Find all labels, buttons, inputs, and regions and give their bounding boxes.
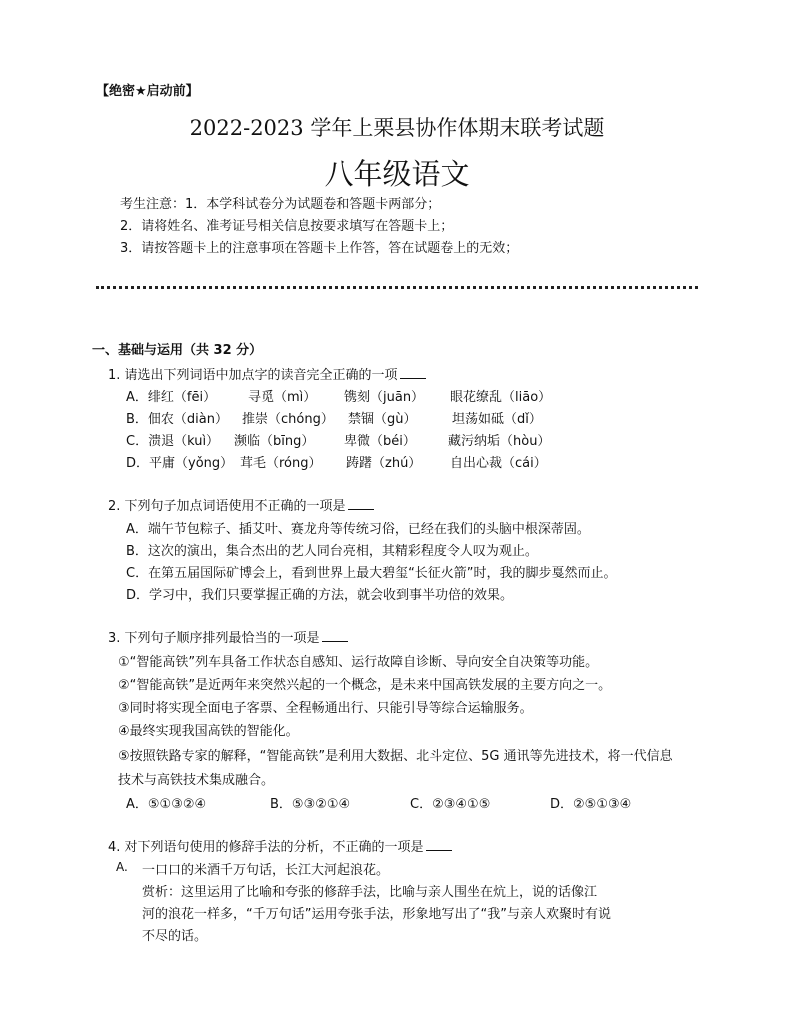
q1-d-word-4: 自出心裁（cái） (450, 456, 547, 471)
q1-c-word-3: 卑微（béi） (344, 434, 416, 449)
q1-option-b (126, 408, 542, 427)
q2-stem (108, 495, 374, 514)
q3-option-b: B．⑤③②①④ (270, 797, 351, 812)
q1-d-word-3: 踌躇（zhú） (346, 456, 422, 471)
q1-d-word-1: D．平庸（yǒng） (126, 456, 234, 471)
q3-sentence-2: ②“智能高铁”是近两年来突然兴起的一个概念，是未来中国高铁发展的主要方向之一。 (118, 678, 612, 693)
q3-stem (108, 627, 348, 646)
q4-option-a-label: A. (116, 860, 128, 874)
answer-blank (426, 838, 452, 851)
q1-b-word-2: 推崇（chóng） (242, 412, 334, 427)
q4-option-a-text: 一口口的米酒千万句话，长江大河起浪花。 (142, 863, 390, 878)
q1-option-a (126, 386, 551, 405)
q3-stem-text: 3. 下列句子顺序排列最恰当的一项是 (108, 631, 320, 646)
q3-sentence-1: ①“智能高铁”列车具备工作状态自感知、运行故障自诊断、导向安全自决策等功能。 (118, 655, 599, 670)
q3-sentence-3: ③同时将实现全面电子客票、全程畅通出行、只能引导等综合运输服务。 (118, 701, 533, 716)
exam-title: 2022-2023 学年上栗县协作体期末联考试题 (189, 116, 605, 140)
section-heading: 一、基础与运用（共 32 分） (92, 343, 263, 358)
q1-stem-text: 1. 请选出下列词语中加点字的读音完全正确的一项 (108, 368, 398, 383)
q3-sentence-4: ④最终实现我国高铁的智能化。 (118, 724, 299, 739)
q1-b-word-4: 坦荡如砥（dǐ） (452, 412, 542, 427)
q1-option-c (126, 430, 550, 449)
q1-b-word-1: B．佃农（diàn） (126, 412, 228, 427)
q1-b-word-3: 禁锢（gù） (348, 412, 417, 427)
q2-option-c: C．在第五届国际矿博会上，看到世界上最大碧玺“长征火箭”时，我的脚步戛然而止。 (126, 566, 617, 581)
q4-stem-text: 4. 对下列语句使用的修辞手法的分析，不正确的一项是 (108, 840, 424, 855)
q2-stem-text: 2. 下列句子加点词语使用不正确的一项是 (108, 499, 346, 514)
q1-option-d (126, 452, 547, 471)
q3-option-d: D．②⑤①③④ (550, 797, 632, 812)
answer-blank (400, 366, 426, 379)
q3-option-c: C．②③④①⑤ (410, 797, 491, 812)
exam-subtitle: 八年级语文 (324, 157, 470, 191)
q1-a-word-4: 眼花缭乱（liāo） (450, 390, 552, 405)
q3-option-a: A．⑤①③②④ (126, 797, 207, 812)
q1-c-word-4: 藏污纳垢（hòu） (448, 434, 551, 449)
q1-c-word-1: C．溃退（kuì） (126, 434, 220, 449)
q4-stem (108, 836, 452, 855)
q1-c-word-2: 濒临（bīng） (234, 434, 315, 449)
q1-a-word-2: 寻觅（mì） (248, 390, 317, 405)
secret-mark: 【绝密★启动前】 (96, 84, 199, 99)
q3-options (126, 793, 631, 812)
q4-analysis-line-3: 不尽的话。 (142, 929, 208, 944)
q1-stem (108, 364, 426, 383)
q4-analysis-line-1: 赏析：这里运用了比喻和夸张的修辞手法，比喻与亲人围坐在炕上，说的话像江 (142, 885, 598, 900)
notice-line-2: 2．请将姓名、准考证号相关信息按要求填写在答题卡上； (120, 219, 454, 234)
answer-blank (322, 629, 348, 642)
q3-sentence-5: ⑤按照铁路专家的解释，“智能高铁”是利用大数据、北斗定位、5G 通讯等先进技术，将一代信息 (118, 749, 673, 764)
notice-line-1: 考生注意：1．本学科试卷分为试题卷和答题卡两部分； (120, 197, 441, 212)
dotted-divider (96, 286, 698, 289)
q2-option-d: D．学习中，我们只要掌握正确的方法，就会收到事半功倍的效果。 (126, 588, 514, 603)
q1-a-word-3: 镌刻（juān） (344, 390, 425, 405)
q2-option-a: A．端午节包粽子、插艾叶、赛龙舟等传统习俗，已经在我们的头脑中根深蒂固。 (126, 522, 590, 537)
q1-a-word-1: A．绯红（fēi） (126, 390, 217, 405)
q3-sentence-5-cont: 技术与高铁技术集成融合。 (118, 773, 275, 788)
q2-option-b: B．这次的演出，集合杰出的艺人同台亮相，其精彩程度令人叹为观止。 (126, 544, 538, 559)
q4-analysis-line-2: 河的浪花一样多，“千万句话”运用夸张手法，形象地写出了“我”与亲人欢聚时有说 (142, 907, 611, 922)
notice-line-3: 3．请按答题卡上的注意事项在答题卡上作答，答在试题卷上的无效； (120, 241, 519, 256)
answer-blank (348, 497, 374, 510)
q1-d-word-2: 茸毛（róng） (240, 456, 322, 471)
